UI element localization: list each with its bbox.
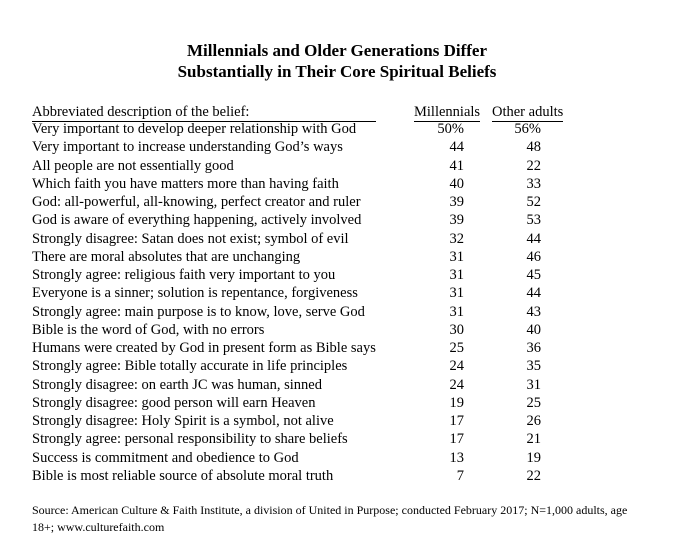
belief-description: Success is commitment and obedience to God bbox=[32, 449, 299, 466]
table-row bbox=[0, 248, 674, 266]
millennials-value: 30 bbox=[449, 321, 464, 338]
table-row bbox=[0, 175, 674, 193]
other-adults-value: 26 bbox=[526, 413, 541, 429]
millennials-value: 24 bbox=[449, 376, 464, 393]
belief-description: Everyone is a sinner; solution is repentance, forgiveness bbox=[32, 285, 358, 302]
belief-description: Strongly disagree: Satan does not exist; symbol of evil bbox=[32, 230, 349, 247]
other-adults-value: 56% bbox=[514, 121, 541, 137]
other-adults-value: 25 bbox=[526, 394, 541, 411]
belief-description: Strongly disagree: on earth JC was human, sinned bbox=[32, 376, 322, 393]
millennials-value: 31 bbox=[449, 285, 464, 302]
other-adults-value: 22 bbox=[526, 157, 541, 174]
header-description: Abbreviated description of the belief: bbox=[32, 103, 376, 122]
other-adults-value: 33 bbox=[526, 175, 541, 192]
millennials-value: 39 bbox=[449, 212, 464, 229]
other-adults-value: 36 bbox=[526, 340, 541, 356]
table-row bbox=[0, 266, 674, 284]
millennials-value: 31 bbox=[449, 267, 464, 283]
belief-description: God is aware of everything happening, actively involved bbox=[32, 212, 362, 229]
other-adults-value: 19 bbox=[526, 449, 541, 466]
belief-description: All people are not essentially good bbox=[32, 157, 234, 174]
table-row bbox=[0, 339, 674, 357]
millennials-value: 19 bbox=[449, 394, 464, 411]
belief-description: Which faith you have matters more than having faith bbox=[32, 175, 339, 192]
belief-description: Strongly agree: religious faith very important to you bbox=[32, 267, 336, 283]
belief-description: Humans were created by God in present form as Bible says bbox=[32, 340, 376, 356]
belief-description: Bible is the word of God, with no errors bbox=[32, 321, 265, 338]
other-adults-value: 40 bbox=[526, 321, 541, 338]
millennials-value: 25 bbox=[449, 340, 464, 356]
table-row bbox=[0, 376, 674, 394]
belief-description: Very important to develop deeper relationship with God bbox=[32, 121, 357, 137]
header-other-adults: Other adults bbox=[492, 104, 564, 120]
millennials-value: 24 bbox=[449, 358, 464, 375]
millennials-value: 31 bbox=[449, 248, 464, 265]
other-adults-value: 45 bbox=[526, 267, 541, 283]
other-adults-value: 46 bbox=[526, 248, 541, 265]
table-row bbox=[0, 157, 674, 175]
belief-description: Strongly agree: personal responsibility to share beliefs bbox=[32, 431, 348, 448]
millennials-value: 32 bbox=[449, 230, 464, 247]
belief-description: Strongly agree: main purpose is to know, love, serve God bbox=[32, 303, 365, 320]
table-row bbox=[0, 120, 674, 138]
table-row bbox=[0, 211, 674, 229]
belief-description: Bible is most reliable source of absolute moral truth bbox=[32, 467, 334, 484]
table-row bbox=[0, 321, 674, 339]
other-adults-value: 44 bbox=[526, 285, 541, 302]
belief-description: Strongly agree: Bible totally accurate in life principles bbox=[32, 358, 348, 375]
millennials-value: 50% bbox=[437, 121, 464, 137]
table-row bbox=[0, 230, 674, 248]
belief-description: Strongly disagree: good person will earn Heaven bbox=[32, 394, 316, 411]
table-row bbox=[0, 467, 674, 485]
other-adults-value: 48 bbox=[526, 139, 541, 156]
table-row bbox=[0, 430, 674, 448]
header-millennials: Millennials bbox=[414, 104, 481, 120]
other-adults-value: 31 bbox=[526, 376, 541, 393]
millennials-value: 31 bbox=[449, 303, 464, 320]
table-row bbox=[0, 193, 674, 211]
millennials-value: 41 bbox=[449, 157, 464, 174]
other-adults-value: 22 bbox=[526, 467, 541, 484]
other-adults-value: 53 bbox=[526, 212, 541, 229]
table-row bbox=[0, 138, 674, 156]
other-adults-value: 52 bbox=[526, 194, 541, 210]
title-line-2: Substantially in Their Core Spiritual Beliefs bbox=[177, 62, 497, 81]
other-adults-value: 43 bbox=[526, 303, 541, 320]
millennials-value: 17 bbox=[449, 431, 464, 448]
other-adults-value: 44 bbox=[526, 230, 541, 247]
belief-description: God: all-powerful, all-knowing, perfect creator and ruler bbox=[32, 194, 361, 210]
source-note: Source: American Culture & Faith Institute, a division of United in Purpose; conducted February 2017; N=1,000 adults, age 18+; www.culturefaith.com bbox=[32, 503, 628, 534]
millennials-value: 7 bbox=[456, 467, 464, 484]
other-adults-value: 21 bbox=[526, 431, 541, 448]
table-row bbox=[0, 449, 674, 467]
belief-description: Strongly disagree: Holy Spirit is a symbol, not alive bbox=[32, 413, 334, 429]
title-line-1: Millennials and Older Generations Differ bbox=[186, 41, 487, 60]
millennials-value: 13 bbox=[449, 449, 464, 466]
belief-description: Very important to increase understanding God’s ways bbox=[32, 139, 343, 156]
table-row bbox=[0, 303, 674, 321]
other-adults-value: 35 bbox=[526, 358, 541, 375]
millennials-value: 40 bbox=[449, 175, 464, 192]
belief-table bbox=[0, 120, 674, 485]
table-row bbox=[0, 394, 674, 412]
millennials-value: 17 bbox=[449, 413, 464, 429]
table-row bbox=[0, 284, 674, 302]
table-row bbox=[0, 357, 674, 375]
belief-description: There are moral absolutes that are unchanging bbox=[32, 248, 301, 265]
table-row bbox=[0, 412, 674, 430]
millennials-value: 39 bbox=[449, 194, 464, 210]
millennials-value: 44 bbox=[449, 139, 464, 156]
